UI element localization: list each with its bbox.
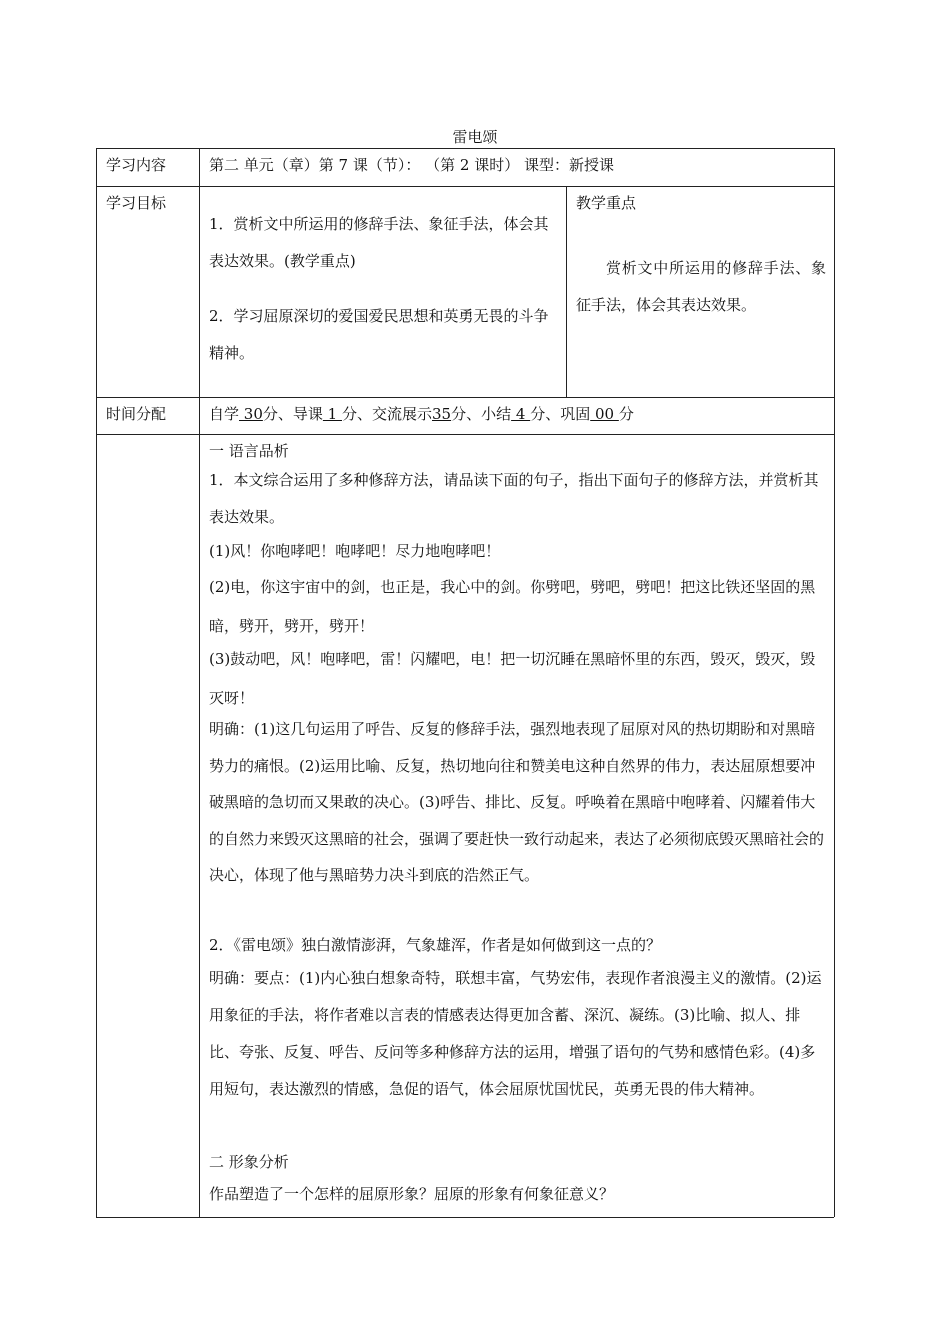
table-border-top [96, 148, 834, 149]
time-intro-label: 分、导课 [262, 405, 323, 423]
sentence-3: (3)鼓动吧，风！咆哮吧，雷！闪耀吧，电！把一切沉睡在黑暗怀里的东西，毁灭，毁灭，毁灭呀！ [209, 650, 816, 707]
table-focus-divider [566, 186, 567, 397]
sentence-1: (1)风！你咆哮吧！咆哮吧！尽力地咆哮吧！ [209, 542, 501, 560]
sentence-2: (2)电，你这宇宙中的剑，也正是，我心中的剑。你劈吧，劈吧，劈吧！把这比铁还坚固的黑暗，劈开，劈开，劈开！ [209, 578, 816, 635]
question-2: 2．《雷电颂》独白激情澎湃，气象雄浑，作者是如何做到这一点的？ [209, 936, 662, 954]
table-column-divider [199, 148, 200, 1217]
time-intro-value: 1 [322, 405, 342, 423]
goal-item-1: 1．赏析文中所运用的修辞手法、象征手法，体会其表达效果。(教学重点) [209, 215, 549, 270]
table-border-left [96, 148, 97, 1217]
question-1: 1．本文综合运用了多种修辞方法，请品读下面的句子，指出下面句子的修辞方法，并赏析其表达效果。 [209, 471, 819, 526]
time-self-study-value: 30 [239, 405, 263, 423]
content-value: 第二 单元（章）第 7 课（节）： （第 2 课时） 课型：新授课 [209, 156, 614, 174]
time-summary-value: 4 [511, 405, 531, 423]
time-share-value: 35 [432, 405, 452, 423]
time-label: 时间分配 [106, 405, 167, 423]
time-self-study-label: 自学 [209, 405, 240, 423]
answer-1: 明确：(1)这几句运用了呼告、反复的修辞手法，强烈地表现了屈原对风的热切期盼和对黑暗势力的痛恨。(2)运用比喻、反复，热切地向往和赞美电这种自然界的伟力，表达屈原想要冲破黑暗的急切而又果敢的决心。(3)呼告、排比、反复。呼唤着在黑暗中咆哮着、闪耀着伟大的自然力来毁灭这黑暗的社会，强调了要赶快一致行动起来，表达了必须彻底毁灭黑暗社会的决心，体现了他与黑暗势力决斗到底的浩然正气。 [209, 720, 825, 884]
section-language-heading: 一 语言品析 [209, 442, 289, 460]
time-summary-label: 分、小结 [451, 405, 512, 423]
table-divider-2 [96, 397, 834, 398]
question-3: 作品塑造了一个怎样的屈原形象？屈原的形象有何象征意义？ [209, 1185, 615, 1203]
focus-label: 教学重点 [576, 194, 637, 212]
time-share-label: 分、交流展示 [341, 405, 432, 423]
goals-label: 学习目标 [106, 194, 167, 212]
goal-item-2: 2．学习屈原深切的爱国爱民思想和英勇无畏的斗争精神。 [209, 307, 549, 362]
time-review-label: 分、巩固 [530, 405, 591, 423]
time-unit-end: 分 [618, 405, 634, 423]
content-label: 学习内容 [106, 156, 167, 174]
table-border-right [834, 148, 835, 1217]
table-divider-1 [96, 186, 834, 187]
time-distribution [209, 404, 634, 424]
time-review-value: 00 [590, 405, 619, 423]
table-divider-3 [96, 434, 834, 435]
document-title: 雷电颂 [452, 128, 498, 146]
section-image-heading: 二 形象分析 [209, 1153, 289, 1171]
answer-2: 明确：要点：(1)内心独白想象奇特，联想丰富，气势宏伟，表现作者浪漫主义的激情。(2)运用象征的手法，将作者难以言表的情感表达得更加含蓄、深沉、凝练。(3)比喻、拟人、排比、夸张、反复、呼告、反问等多种修辞方法的运用，增强了语句的气势和感情色彩。(4)多用短句，表达激烈的情感，急促的语气，体会屈原忧国忧民，英勇无畏的伟大精神。 [209, 969, 822, 1098]
focus-text: 赏析文中所运用的修辞手法、象征手法，体会其表达效果。 [576, 259, 826, 314]
table-border-bottom [96, 1217, 834, 1218]
